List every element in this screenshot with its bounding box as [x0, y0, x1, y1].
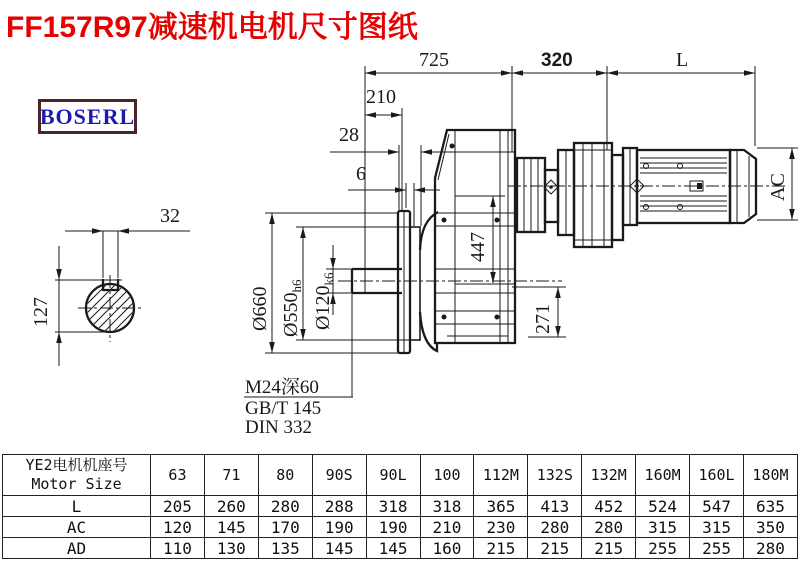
- table-cell: 315: [690, 517, 744, 538]
- table-cell: 120: [151, 517, 205, 538]
- dim-120k6: $Ø120_{k6}$: [312, 272, 336, 330]
- table-cell: 190: [312, 517, 366, 538]
- col-header: 180M: [743, 455, 797, 496]
- col-header: 132S: [528, 455, 582, 496]
- table-cell: 350: [743, 517, 797, 538]
- table-cell: 280: [743, 538, 797, 559]
- col-header: 160L: [690, 455, 744, 496]
- row-label: AD: [3, 538, 151, 559]
- table-cell: 230: [474, 517, 528, 538]
- table-cell: 318: [366, 496, 420, 517]
- main-view: [338, 130, 788, 353]
- table-cell: 215: [528, 538, 582, 559]
- motor-size-table: [2, 454, 798, 559]
- table-cell: 190: [366, 517, 420, 538]
- table-cell: 205: [151, 496, 205, 517]
- table-row-L: [3, 496, 798, 517]
- table-cell: 160: [420, 538, 474, 559]
- table-cell: 280: [582, 517, 636, 538]
- table-cell: 145: [204, 517, 258, 538]
- dim-AC: AC: [767, 173, 789, 201]
- table-cell: 255: [690, 538, 744, 559]
- dim-127: 127: [30, 297, 52, 327]
- header-line2: Motor Size: [31, 475, 122, 493]
- dim-725: 725: [419, 49, 449, 71]
- table-cell: 318: [420, 496, 474, 517]
- table-row-AD: [3, 538, 798, 559]
- table-cell: 315: [636, 517, 690, 538]
- table-cell: 170: [258, 517, 312, 538]
- table-cell: 280: [528, 517, 582, 538]
- dim-271: 271: [532, 304, 554, 334]
- shaft-end-view: [30, 205, 190, 366]
- col-header: 160M: [636, 455, 690, 496]
- header-line1: YE2电机机座号: [25, 456, 128, 475]
- dim-550h6: $Ø550_{h6}$: [280, 279, 304, 337]
- col-header: 90L: [366, 455, 420, 496]
- table-cell: 260: [204, 496, 258, 517]
- table-cell: 215: [582, 538, 636, 559]
- table-cell: 452: [582, 496, 636, 517]
- col-header-motor-size: [3, 455, 151, 496]
- table-cell: 215: [474, 538, 528, 559]
- dim-6: 6: [356, 163, 366, 185]
- dim-210: 210: [366, 86, 396, 108]
- brand-logo-text: BOSERL: [39, 103, 136, 129]
- col-header: 132M: [582, 455, 636, 496]
- row-label: L: [3, 496, 151, 517]
- table-cell: 413: [528, 496, 582, 517]
- col-header: 71: [204, 455, 258, 496]
- table-cell: 210: [420, 517, 474, 538]
- table-cell: 135: [258, 538, 312, 559]
- col-header: 90S: [312, 455, 366, 496]
- table-row-AC: [3, 517, 798, 538]
- row-label: AC: [3, 517, 151, 538]
- dim-L: L: [676, 49, 689, 71]
- table-cell: 547: [690, 496, 744, 517]
- table-cell: 280: [258, 496, 312, 517]
- table-cell: 365: [474, 496, 528, 517]
- table-cell: 130: [204, 538, 258, 559]
- dim-28: 28: [339, 124, 359, 146]
- dim-660: Ø660: [249, 286, 271, 331]
- table-cell: 288: [312, 496, 366, 517]
- table-cell: 635: [743, 496, 797, 517]
- note-gb-standard: GB/T 145: [245, 398, 322, 419]
- col-header: 80: [258, 455, 312, 496]
- table-cell: 145: [312, 538, 366, 559]
- col-header: 112M: [474, 455, 528, 496]
- dim-320: 320: [541, 50, 573, 71]
- col-header: 100: [420, 455, 474, 496]
- dim-447: 447: [467, 232, 489, 262]
- dimensions: [244, 49, 798, 438]
- table-header-row: [3, 455, 798, 496]
- note-din-standard: DIN 332: [245, 417, 313, 438]
- table-cell: 255: [636, 538, 690, 559]
- dim-32: 32: [160, 205, 180, 227]
- table-cell: 524: [636, 496, 690, 517]
- table-cell: 110: [151, 538, 205, 559]
- note-tap-hole: M24深60: [245, 377, 319, 398]
- page-title: FF157R97减速机电机尺寸图纸: [6, 11, 418, 44]
- table-cell: 145: [366, 538, 420, 559]
- col-header: 63: [151, 455, 205, 496]
